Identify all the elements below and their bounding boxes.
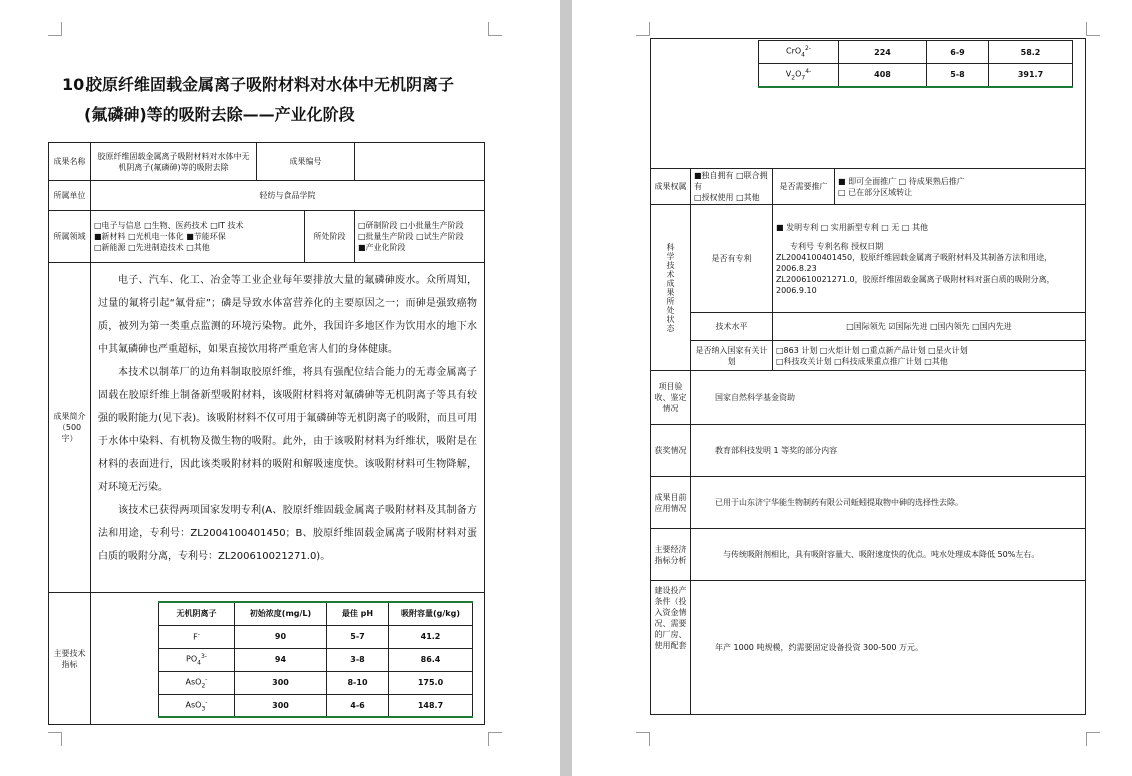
tech-options: □国际领先 ☑国际先进 □国内领先 □国内先进 bbox=[773, 313, 1086, 341]
status-label: 科学技术成果所处状态 bbox=[651, 205, 691, 371]
economic-label: 主要经济指标分析 bbox=[651, 529, 691, 581]
cap-cell: 86.4 bbox=[389, 648, 473, 671]
ion-cell: CrO$_4^{2-}$ bbox=[759, 41, 839, 64]
patent-body bbox=[773, 205, 1086, 313]
achievement-form-table-cont bbox=[650, 38, 1086, 715]
cap-cell: 391.7 bbox=[989, 64, 1073, 87]
title-line-1: 胶原纤维固载金属离子吸附材料对水体中无机阴离子 bbox=[86, 75, 455, 94]
field-option-line: ■新材料 □光机电一体化 ■节能环保 bbox=[94, 232, 226, 241]
crop-mark bbox=[1086, 732, 1100, 746]
application-label: 成果目前应用情况 bbox=[651, 477, 691, 529]
conc-cell: 300 bbox=[235, 671, 327, 694]
ion-cell: $PO_4^{3-}$ bbox=[159, 648, 235, 671]
title-line-2: (氟磷砷)等的吸附去除——产业化阶段 bbox=[84, 105, 355, 124]
stage-option-line: □批量生产阶段 □试生产阶段 bbox=[358, 232, 464, 241]
crop-mark bbox=[1086, 22, 1100, 36]
cap-cell: 58.2 bbox=[989, 41, 1073, 64]
adsorption-table-cont bbox=[758, 40, 1073, 88]
name-value: 胶原纤维固载金属离子吸附材料对水体中无机阴离子(氟磷砷)等的吸附去除 bbox=[91, 143, 257, 181]
table-row bbox=[159, 671, 473, 694]
table-row bbox=[159, 625, 473, 648]
economic-value: 与传统吸附剂相比，具有吸附容量大、吸附速度快的优点。吨水处理成本降低 50%左右。 bbox=[691, 529, 1086, 581]
stage-options bbox=[355, 211, 485, 263]
cap-cell: 175.0 bbox=[389, 671, 473, 694]
intro-label: 成果简介（500字） bbox=[49, 263, 91, 593]
ph-cell: 5-8 bbox=[927, 64, 989, 87]
promotion-label: 是否需要推广 bbox=[773, 169, 835, 205]
intro-paragraph: 电子、汽车、化工、冶金等工业企业每年要排放大量的氟磷砷废水。众所周知，过量的氟将引起“氟骨症”；磷是导致水体富营养化的主要原因之一；而砷是强致癌物质，被列为第一类重点监测的环境污染物。此外，我国许多地区作为饮用水的地下水中其氟磷砷也严重超标，如果直接饮用将严重危害人们的身体健康。 bbox=[98, 275, 477, 355]
intro-body bbox=[91, 263, 485, 593]
application-value: 已用于山东济宁华能生物制药有限公司蚯蚓提取物中砷的选择性去除。 bbox=[691, 477, 1086, 529]
table-row bbox=[159, 648, 473, 671]
ph-cell: 4-6 bbox=[327, 694, 389, 717]
col-header: 吸附容量(g/kg) bbox=[389, 602, 473, 625]
unit-value: 轻纺与食品学院 bbox=[91, 181, 485, 211]
conc-cell: 94 bbox=[235, 648, 327, 671]
conc-cell: 300 bbox=[235, 694, 327, 717]
intro-paragraph: 本技术以制革厂的边角料制取胶原纤维，将具有强配位结合能力的无毒金属离子固载在胶原纤维上制备新型吸附材料，该吸附材料将对氟磷砷等无机阴离子等具有较强的吸附能力(见下表)。该吸附材料不仅可用于氟磷砷等无机阴离子的吸附，而且可用于水体中染料、有机物及微生物的吸附。此外，由于该吸附材料为纤维状，吸附是在材料的表面进行，因此该类吸附材料的吸附和解吸速度快。该吸附材料可生物降解，对环境无污染。 bbox=[98, 367, 477, 493]
ph-cell: 6-9 bbox=[927, 41, 989, 64]
ph-cell: 5-7 bbox=[327, 625, 389, 648]
table-row bbox=[159, 694, 473, 717]
code-label: 成果编号 bbox=[257, 143, 355, 181]
appraisal-value: 国家自然科学基金资助 bbox=[691, 371, 1086, 425]
ph-cell: 3-8 bbox=[327, 648, 389, 671]
field-options bbox=[91, 211, 305, 263]
ion-cell: F- bbox=[159, 625, 235, 648]
build-value: 年产 1000 吨规模，约需要固定设备投资 300-500 万元。 bbox=[691, 581, 1086, 715]
ion-cell: AsO$_3$- bbox=[159, 694, 235, 717]
ph-cell: 8-10 bbox=[327, 671, 389, 694]
col-header: 最佳 pH bbox=[327, 602, 389, 625]
ownership-options: ■独自拥有 □联合拥有 □授权使用 □其他 bbox=[691, 169, 773, 205]
conc-cell: 90 bbox=[235, 625, 327, 648]
patent-line: ZL200610021271.0，胶原纤维固载金属离子吸附材料对蛋白质的吸附分离，2006.9.10 bbox=[776, 274, 1055, 295]
crop-mark bbox=[636, 22, 650, 36]
ion-cell: $V_2O_7^{4-}$ bbox=[759, 64, 839, 87]
patent-options: ■ 发明专利 □ 实用新型专利 □ 无 □ 其他 bbox=[776, 222, 929, 232]
patent-line: ZL2004100401450，胶原纤维固载金属离子吸附材料及其制备方法和用途， 2006.8.23 bbox=[776, 252, 1053, 273]
patent-label: 是否有专利 bbox=[691, 205, 773, 313]
appraisal-label: 项目验收、鉴定情况 bbox=[651, 371, 691, 425]
field-label: 所属领域 bbox=[49, 211, 91, 263]
stage-label: 所处阶段 bbox=[305, 211, 355, 263]
col-header: 无机阴离子 bbox=[159, 602, 235, 625]
code-value bbox=[355, 143, 485, 181]
crop-mark bbox=[48, 732, 62, 746]
stage-option-line: □研制阶段 □小批量生产阶段 bbox=[358, 221, 464, 230]
promotion-options: ■ 即可全面推广 □ 待成果熟后推广 □ 已在部分区域转让 bbox=[835, 169, 1086, 205]
crop-mark bbox=[488, 22, 502, 36]
section-title bbox=[62, 70, 502, 130]
ion-cell: AsO$_2$- bbox=[159, 671, 235, 694]
plan-options: □863 计划 □火炬计划 □重点新产品计划 □星火计划 □科技攻关计划 □科技成果重点推广计划 □其他 bbox=[773, 341, 1086, 371]
tech-label: 技术水平 bbox=[691, 313, 773, 341]
col-header: 初始浓度(mg/L) bbox=[235, 602, 327, 625]
crop-mark bbox=[488, 732, 502, 746]
cap-cell: 148.7 bbox=[389, 694, 473, 717]
conc-cell: 408 bbox=[839, 64, 927, 87]
unit-label: 所属单位 bbox=[49, 181, 91, 211]
indicator-label: 主要技术指标 bbox=[49, 593, 91, 725]
ownership-label: 成果权属 bbox=[651, 169, 691, 205]
build-label: 建设投产条件（投入资金情况、需要的厂房、使用配套 bbox=[651, 581, 691, 715]
adsorption-table bbox=[158, 601, 473, 718]
conc-cell: 224 bbox=[839, 41, 927, 64]
crop-mark bbox=[636, 732, 650, 746]
award-label: 获奖情况 bbox=[651, 425, 691, 477]
stage-option-line: ■产业化阶段 bbox=[358, 243, 406, 252]
plan-label: 是否纳入国家有关计划 bbox=[691, 341, 773, 371]
crop-mark bbox=[48, 22, 62, 36]
award-value: 教育部科技发明 1 等奖的部分内容 bbox=[691, 425, 1086, 477]
section-number: 10. bbox=[62, 75, 91, 94]
table-row bbox=[759, 41, 1073, 64]
document-page-right bbox=[572, 0, 1132, 776]
patent-columns: 专利号 专利名称 授权日期 bbox=[790, 241, 884, 251]
name-label: 成果名称 bbox=[49, 143, 91, 181]
intro-paragraph: 该技术已获得两项国家发明专利(A、胶原纤维固载金属离子吸附材料及其制备方法和用途，专利号：ZL2004100401450；B、胶原纤维固载金属离子吸附材料对蛋白质的吸附分离，专利号：ZL200610021271.0)。 bbox=[98, 505, 477, 562]
field-option-line: □电子与信息 □生物、医药技术 □IT 技术 bbox=[94, 221, 244, 230]
table-row bbox=[759, 64, 1073, 87]
field-option-line: □新能源 □先进制造技术 □其他 bbox=[94, 243, 210, 252]
cap-cell: 41.2 bbox=[389, 625, 473, 648]
